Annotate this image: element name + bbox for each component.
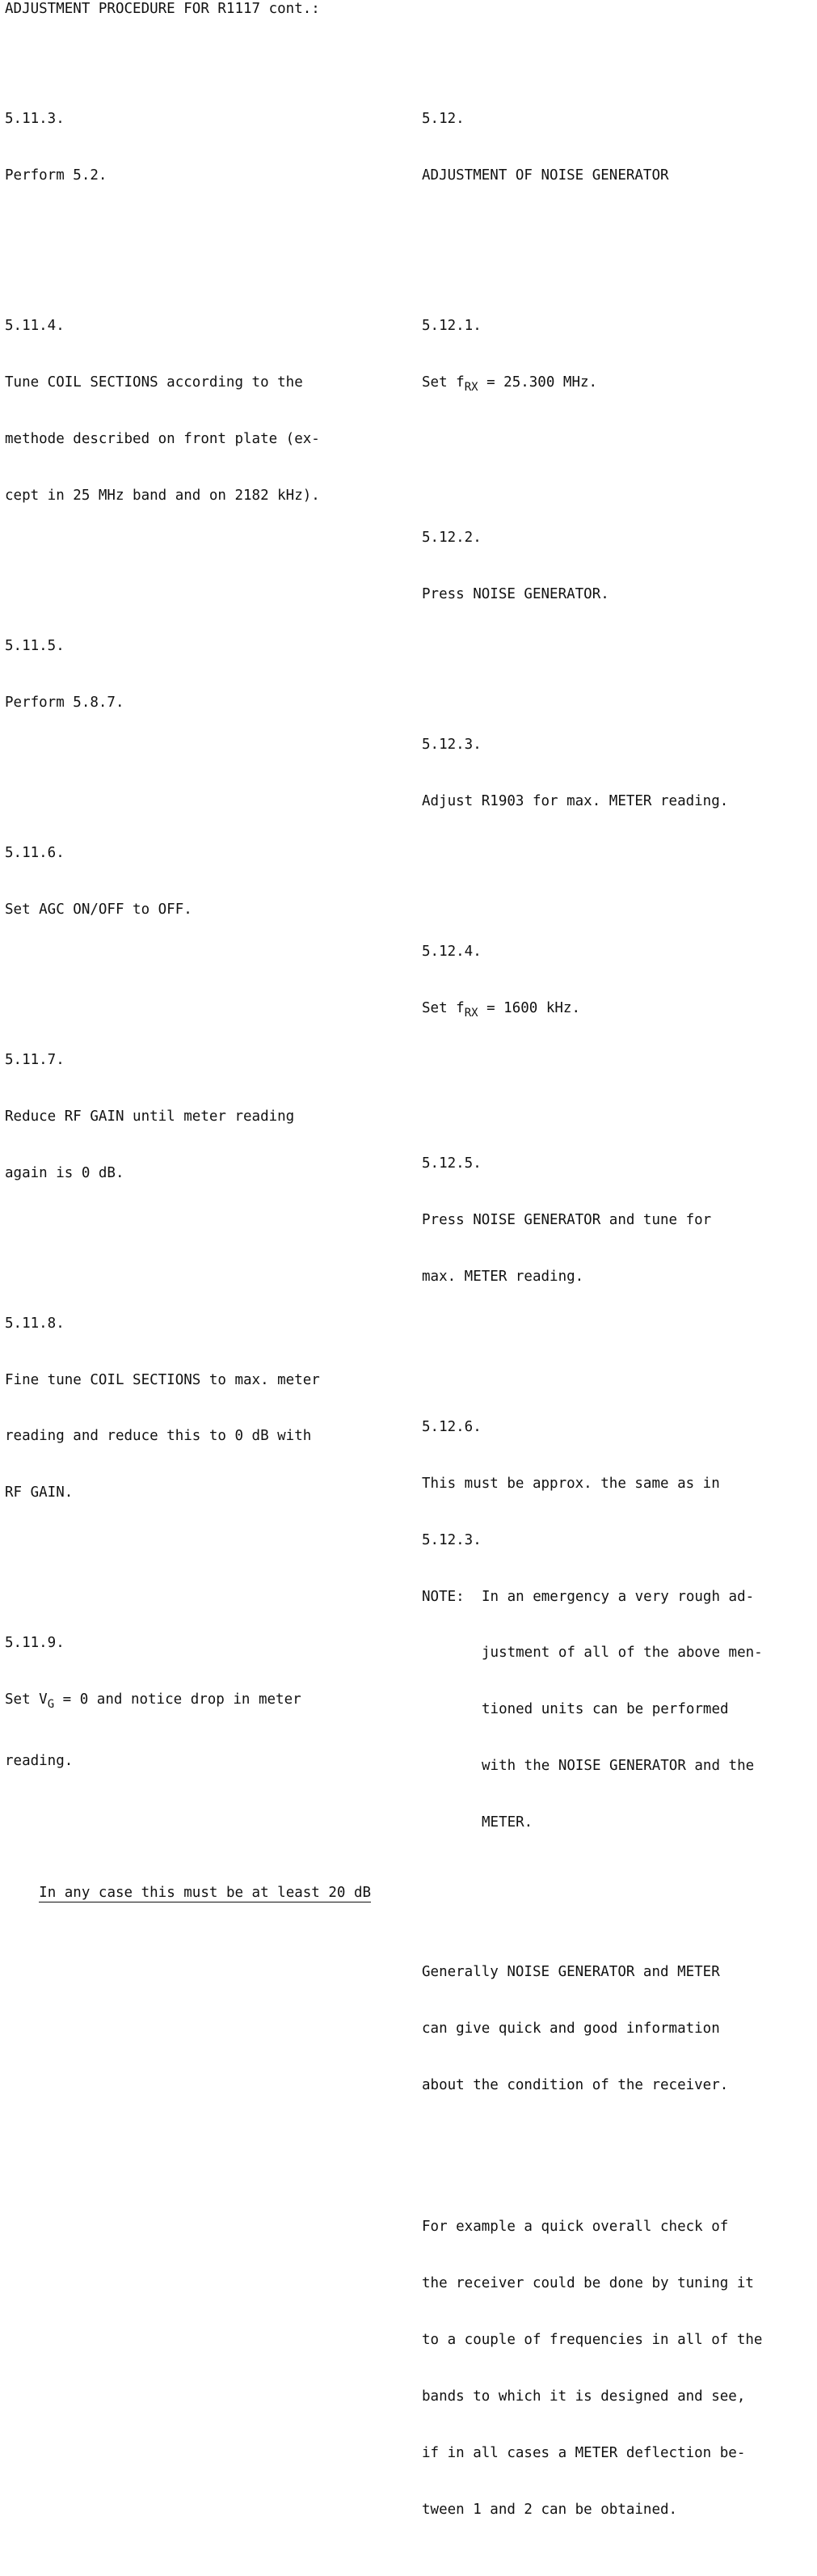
section-text	[5, 1691, 393, 1714]
section-number: 5.11.9.	[5, 1635, 65, 1652]
paragraph-text: tween 1 and 2 can be obtained.	[422, 2501, 678, 2518]
section-text	[422, 999, 814, 1023]
paragraph-text: about the condition of the receiver.	[422, 2076, 729, 2093]
subscript: RX	[464, 1006, 478, 1020]
text-fragment: = 1600 kHz.	[478, 999, 580, 1016]
section-number: 5.12.4.	[422, 944, 482, 961]
text-fragment: Set f	[422, 999, 465, 1016]
section-text: 5.12.3.	[422, 1531, 482, 1548]
section-number: 5.11.6.	[5, 844, 65, 861]
section-5-11-3	[5, 73, 393, 223]
paragraph-text: the receiver could be done by tuning it	[422, 2274, 754, 2291]
paragraph-general	[422, 1926, 814, 2133]
section-text: Reduce RF GAIN until meter reading	[5, 1108, 295, 1125]
paragraph-text: Generally NOISE GENERATOR and METER	[422, 1964, 720, 1981]
section-heading: ADJUSTMENT OF NOISE GENERATOR	[422, 167, 669, 184]
section-number: 5.12.2.	[422, 530, 482, 547]
note-text: In an emergency a very rough ad-	[482, 1588, 755, 1605]
section-text: This must be approx. the same as in	[422, 1475, 720, 1492]
section-text: Perform 5.8.7.	[5, 694, 124, 711]
section-text	[422, 374, 814, 397]
right-column	[422, 35, 814, 2576]
section-number: 5.11.5.	[5, 637, 65, 654]
paragraph-text: if in all cases a METER deflection be-	[422, 2444, 746, 2461]
section-text: RF GAIN.	[5, 1484, 74, 1501]
emergency-note	[422, 1588, 814, 1607]
section-text: reading and reduce this to 0 dB with	[5, 1428, 312, 1445]
section-number: 5.11.8.	[5, 1315, 65, 1332]
section-5-11-5	[5, 599, 393, 750]
section-text: max. METER reading.	[422, 1268, 584, 1285]
section-number: 5.12.1.	[422, 318, 482, 335]
section-text: Adjust R1903 for max. METER reading.	[422, 792, 729, 809]
subscript: G	[47, 1698, 55, 1712]
underlined-note: In any case this must be at least 20 dB	[39, 1885, 372, 1902]
section-text: Tune COIL SECTIONS according to the	[5, 374, 303, 391]
section-text: Perform 5.2.	[5, 167, 107, 184]
section-number: 5.12.3.	[422, 737, 482, 754]
paragraph-example	[422, 2180, 814, 2557]
text-fragment: = 25.300 MHz.	[478, 374, 598, 391]
section-text: methode described on front plate (ex-	[5, 430, 320, 447]
minimum-drop-note	[5, 1865, 393, 1922]
page-header: ADJUSTMENT PROCEDURE FOR R1117 cont.:	[5, 1, 320, 17]
section-5-12-4	[422, 905, 814, 1060]
paragraph-text: For example a quick overall check of	[422, 2219, 729, 2236]
section-text: Set AGC ON/OFF to OFF.	[5, 901, 192, 918]
paragraph-text: to a couple of frequencies in all of the	[422, 2331, 763, 2348]
text-fragment: Set V	[5, 1691, 48, 1708]
note-text: tioned units can be performed	[482, 1701, 729, 1718]
section-number: 5.12.	[422, 111, 465, 128]
section-text: Press NOISE GENERATOR and tune for	[422, 1211, 712, 1228]
section-text: reading.	[5, 1753, 74, 1770]
section-number: 5.12.6.	[422, 1418, 482, 1435]
note-label: NOTE:	[422, 1588, 465, 1605]
section-number: 5.11.7.	[5, 1051, 65, 1068]
section-text: Press NOISE GENERATOR.	[422, 586, 609, 603]
note-text: justment of all of the above men-	[482, 1645, 763, 1662]
section-number: 5.12.5.	[422, 1155, 482, 1172]
section-5-12-1	[422, 280, 814, 435]
note-text: METER.	[482, 1814, 533, 1831]
section-5-11-4	[5, 280, 393, 543]
section-text: cept in 25 MHz band and on 2182 kHz).	[5, 487, 320, 504]
left-column	[5, 35, 393, 1940]
text-fragment: = 0 and notice drop in meter	[54, 1691, 301, 1708]
section-text: again is 0 dB.	[5, 1164, 124, 1181]
section-number: 5.11.3.	[5, 111, 65, 128]
paragraph-text: bands to which it is designed and see,	[422, 2388, 746, 2405]
subscript: RX	[464, 381, 478, 395]
section-5-12	[422, 73, 814, 223]
note-text: with the NOISE GENERATOR and the	[482, 1758, 755, 1775]
section-5-11-9	[5, 1597, 393, 1809]
section-5-12-2	[422, 492, 814, 642]
section-5-11-8	[5, 1277, 393, 1540]
text-fragment: Set f	[422, 374, 465, 391]
section-5-11-6	[5, 806, 393, 956]
section-text: Fine tune COIL SECTIONS to max. meter	[5, 1371, 320, 1388]
paragraph-text: can give quick and good information	[422, 2021, 720, 2038]
section-number: 5.11.4.	[5, 318, 65, 335]
section-5-12-6	[422, 1380, 814, 1870]
section-5-12-5	[422, 1117, 814, 1324]
section-5-12-3	[422, 699, 814, 849]
section-5-11-7	[5, 1013, 393, 1220]
